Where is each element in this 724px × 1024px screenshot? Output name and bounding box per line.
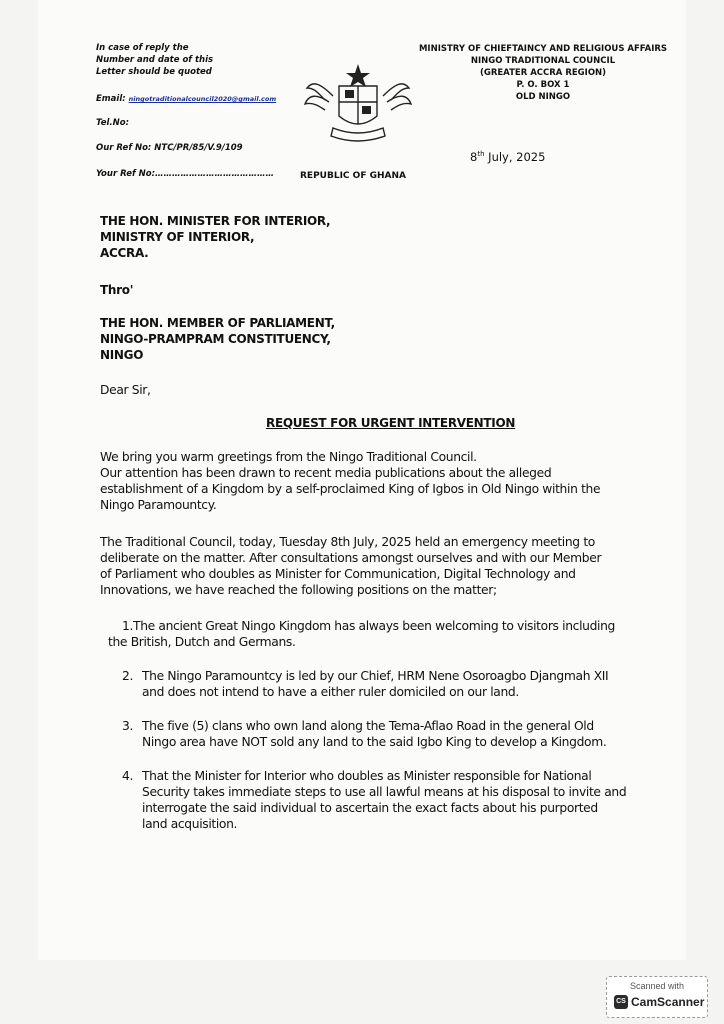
item-line: That the Minister for Interior who doubles as Minister responsible for National (142, 769, 592, 783)
paragraph-line: Ningo Paramountcy. (100, 498, 217, 512)
recipient-line: THE HON. MINISTER FOR INTERIOR, (100, 214, 331, 228)
item-number: 3. (122, 719, 134, 733)
via-line: NINGO (100, 348, 144, 362)
item-number: 2. (122, 669, 134, 683)
item-line: the British, Dutch and Germans. (108, 635, 296, 649)
reply-note-line: In case of reply the (96, 43, 189, 53)
paragraph-greeting (100, 449, 670, 513)
item-line: interrogate the said individual to ascertain the exact facts about his purported (142, 801, 598, 815)
item-line: and does not intend to have a either ruler domiciled on our land. (142, 685, 519, 699)
recipient-line: MINISTRY OF INTERIOR, (100, 230, 255, 244)
item-number: 1. (122, 619, 134, 633)
item-line: The five (5) clans who own land along the Tema-Aflao Road in the general Old (142, 719, 594, 733)
email-label: Email: (96, 94, 126, 104)
email-value[interactable]: ningotraditionalcouncil2020@gmail.com (128, 95, 277, 103)
date-rest: July, 2025 (484, 150, 546, 164)
item-line: Ningo area have NOT sold any land to the said Igbo King to develop a Kingdom. (142, 735, 607, 749)
via-line: THE HON. MEMBER OF PARLIAMENT, (100, 316, 335, 330)
email-line (96, 93, 276, 105)
date-suffix: th (477, 150, 485, 159)
ministry-line: P. O. BOX 1 (516, 80, 570, 90)
paragraph-line: of Parliament who doubles as Minister for Communication, Digital Technology and (100, 567, 576, 581)
salutation: Dear Sir, (100, 383, 151, 397)
paragraph-line: Innovations, we have reached the following positions on the matter; (100, 583, 497, 597)
your-ref: Your Ref No:…………………………………… (96, 169, 274, 179)
letter-date (470, 150, 545, 164)
tel-label: Tel.No: (96, 118, 129, 128)
reply-note (96, 42, 213, 78)
ministry-line: NINGO TRADITIONAL COUNCIL (470, 56, 616, 66)
date-day: 8 (470, 150, 478, 164)
reply-note-line: Letter should be quoted (96, 67, 212, 77)
paragraph-line: Our attention has been drawn to recent media publications about the alleged (100, 466, 552, 480)
ministry-line: (GREATER ACCRA REGION) (479, 68, 607, 78)
via-address (100, 315, 335, 363)
item-line: land acquisition. (142, 817, 238, 831)
camscanner-logo-icon: CS (614, 995, 628, 1009)
item-number: 4. (122, 769, 134, 783)
subject-heading: REQUEST FOR URGENT INTERVENTION (266, 416, 516, 430)
item-line: Security takes immediate steps to use all lawful means at his disposal to invite and (142, 785, 627, 799)
thro-label: Thro' (100, 283, 134, 297)
recipient-line: ACCRA. (100, 246, 149, 260)
position-item-3 (122, 718, 662, 750)
scanned-with-label: Scanned with (629, 981, 685, 991)
ministry-block (408, 43, 678, 103)
position-item-2 (122, 668, 662, 700)
camscanner-badge (606, 976, 708, 1018)
coat-of-arms-emblem (303, 58, 413, 144)
camscanner-name: CamScanner (631, 995, 705, 1009)
republic-caption: REPUBLIC OF GHANA (300, 171, 406, 181)
paragraph-line: We bring you warm greetings from the Ningo Traditional Council. (100, 450, 477, 464)
via-line: NINGO-PRAMPRAM CONSTITUENCY, (100, 332, 331, 346)
paragraph-meeting (100, 534, 670, 598)
position-item-4 (122, 768, 662, 832)
item-line: The ancient Great Ningo Kingdom has always been welcoming to visitors including (133, 619, 615, 633)
paragraph-line: establishment of a Kingdom by a self-proclaimed King of Igbos in Old Ningo within the (100, 482, 601, 496)
item-line: The Ningo Paramountcy is led by our Chief, HRM Nene Osoroagbo Djangmah XII (142, 669, 609, 683)
our-ref: Our Ref No: NTC/PR/85/V.9/109 (96, 143, 243, 153)
paragraph-line: The Traditional Council, today, Tuesday 8th July, 2025 held an emergency meeting to (100, 535, 595, 549)
ministry-line: OLD NINGO (515, 92, 571, 102)
position-item-1 (108, 618, 667, 650)
paragraph-line: deliberate on the matter. After consultations amongst ourselves and with our Member (100, 551, 602, 565)
ministry-line: MINISTRY OF CHIEFTAINCY AND RELIGIOUS AFFAIRS (418, 44, 668, 54)
recipient-address (100, 213, 330, 261)
reply-note-line: Number and date of this (96, 55, 214, 65)
